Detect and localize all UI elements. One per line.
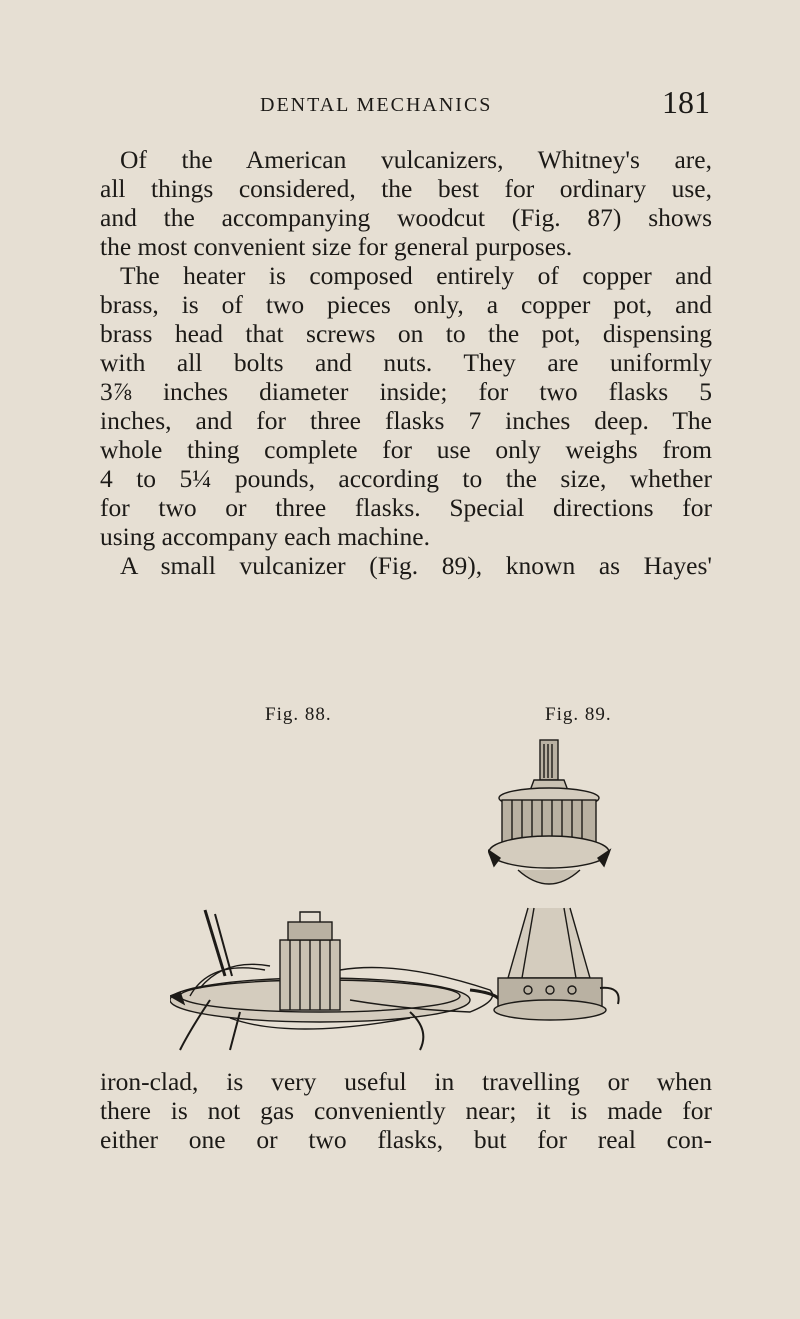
text-line: for two or three flasks. Special directions for [100, 493, 712, 522]
text-line: brass head that screws on to the pot, dispensing [100, 319, 712, 348]
text-line: the most convenient size for general purposes. [100, 232, 573, 261]
text-line: The heater is composed entirely of copper and [120, 261, 712, 290]
text-line: A small vulcanizer (Fig. 89), known as Hayes' [120, 551, 712, 580]
text-line: either one or two flasks, but for real con- [100, 1125, 712, 1154]
figure-88-vulcanizer-illustration [170, 900, 515, 1055]
text-line: with all bolts and nuts. They are uniformly [100, 348, 712, 377]
text-line: using accompany each machine. [100, 522, 430, 551]
page-number: 181 [662, 84, 710, 120]
body-text-bottom [100, 1067, 712, 1154]
text-line: brass, is of two pieces only, a copper pot, and [100, 290, 712, 319]
text-line: iron-clad, is very useful in travelling or when [100, 1067, 712, 1096]
figure-89-caption: Fig. 89. [545, 704, 612, 725]
text-line: Of the American vulcanizers, Whitney's are, [120, 145, 712, 174]
text-line: 3⅞ inches diameter inside; for two flasks 5 [100, 377, 712, 406]
text-line: 4 to 5¼ pounds, according to the size, whether [100, 464, 712, 493]
running-head [100, 84, 720, 128]
body-text-top [100, 145, 712, 580]
figure-89-vulcanizer-illustration [488, 738, 628, 1033]
figure-88-caption: Fig. 88. [265, 704, 332, 725]
running-title: DENTAL MECHANICS [260, 94, 493, 116]
text-line: inches, and for three flasks 7 inches deep. The [100, 406, 712, 435]
text-line: whole thing complete for use only weighs from [100, 435, 712, 464]
text-line: there is not gas conveniently near; it is made for [100, 1096, 712, 1125]
text-line: and the accompanying woodcut (Fig. 87) shows [100, 203, 712, 232]
text-line: all things considered, the best for ordinary use, [100, 174, 712, 203]
